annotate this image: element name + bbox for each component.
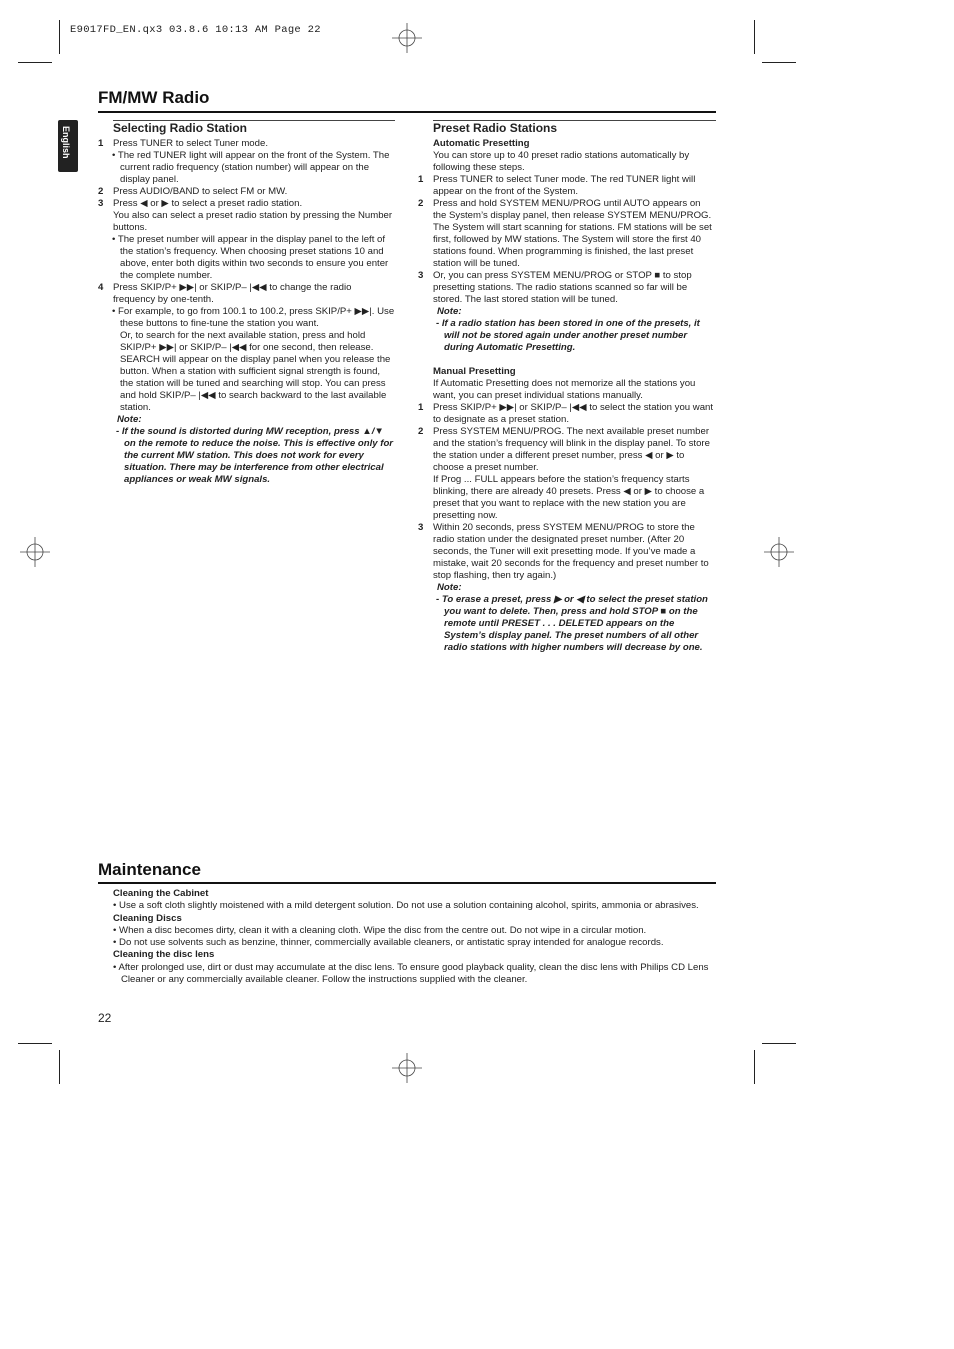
language-tab	[58, 120, 78, 172]
auto-intro: You can store up to 40 preset radio stations automatically by following these steps.	[433, 150, 690, 173]
crop-mark	[754, 1050, 755, 1084]
manual-intro: If Automatic Presetting does not memorize all the stations you want, you can preset individual stations manually.	[433, 378, 696, 401]
step-3-text: You also can select a preset radio station by pressing the Number buttons.	[113, 210, 393, 233]
section-rule	[98, 111, 716, 113]
cabinet-heading: Cleaning the Cabinet	[113, 888, 209, 899]
right-column	[418, 138, 716, 654]
left-column	[98, 138, 396, 486]
crop-mark	[18, 62, 52, 63]
step-4: 4 Press SKIP/P+ ▶▶| or SKIP/P– |◀◀ to change the radio frequency by one-tenth.	[98, 282, 352, 305]
language-tab-label: English	[61, 126, 71, 159]
step-3: 3 Press ◀ or ▶ to select a preset radio station.	[98, 198, 303, 209]
step-4-text: Or, to search for the next available station, press and hold SKIP/P+ ▶▶| or SKIP/P– |◀◀ for one second, then release. SEARCH will appear on the display panel when you release the button. When a station with sufficient signal strength is found, the station will be tuned and searching will stop. You can press and hold SKIP/P– |◀◀ to search backward to the last available station.	[120, 330, 391, 413]
crop-mark	[59, 20, 60, 54]
step-1: 1 Press TUNER to select Tuner mode.	[98, 138, 268, 149]
manual-heading: Manual Presetting	[433, 366, 516, 377]
crop-mark	[18, 1043, 52, 1044]
section-rule	[98, 882, 716, 884]
left-heading: Selecting Radio Station	[113, 121, 248, 135]
lens-heading: Cleaning the disc lens	[113, 949, 215, 961]
lens-item: • After prolonged use, dirt or dust may accumulate at the disc lens. To ensure good playback quality, clean the disc lens with Philips CD Lens Cleaner or any commercially available cleaner. Follow the instructions supplied with the cleaner.	[113, 961, 709, 986]
manual-step-1: 1 Press SKIP/P+ ▶▶| or SKIP/P– |◀◀ to select the station you want to designate as a preset station.	[418, 402, 714, 425]
crop-mark	[754, 20, 755, 54]
section-title-radio: FM/MW Radio	[98, 88, 210, 107]
registration-mark-icon	[20, 537, 50, 567]
auto-step-1: 1 Press TUNER to select Tuner mode. The red TUNER light will appear on the front of the System.	[418, 174, 696, 197]
note-label: Note:	[117, 414, 142, 425]
discs-item: • When a disc becomes dirty, clean it with a cleaning cloth. Wipe the disc from the centre out. Do not wipe in a circular motion.	[113, 924, 647, 936]
crop-mark	[59, 1050, 60, 1084]
manual-step-3: 3 Within 20 seconds, press SYSTEM MENU/PROG to store the radio station under the designated preset number. (After 20 seconds, the Tuner will exit presetting mode. If you’ve made a mistake, wait 20 seconds for the frequency and preset number to stop flashing, then try again.)	[418, 522, 709, 581]
registration-mark-icon	[392, 23, 422, 53]
note-text: - To erase a preset, press ▶ or ◀ to select the preset station you want to delete. Then, press and hold STOP ■ on the remote until PRESET . . . DELETED appears on the System’s display panel. The preset numbers of all other radio stations with higher numbers will decrease by one.	[436, 594, 708, 653]
discs-heading: Cleaning Discs	[113, 912, 182, 924]
page-number: 22	[98, 1011, 112, 1025]
file-slug: E9017FD_EN.qx3 03.8.6 10:13 AM Page 22	[70, 24, 321, 36]
note-label: Note:	[437, 582, 462, 593]
registration-mark-icon	[764, 537, 794, 567]
step-3-bullet: • The preset number will appear in the display panel to the left of the station’s frequency. When choosing preset stations 10 and above, enter both digits within two seconds to ensure you enter the complete number.	[112, 234, 389, 281]
step-1-bullet: • The red TUNER light will appear on the front of the System. The current radio frequency (station number) will appear on the display panel.	[112, 150, 390, 185]
right-heading: Preset Radio Stations	[433, 121, 558, 135]
maintenance-content	[113, 888, 713, 986]
crop-mark	[762, 1043, 796, 1044]
cabinet-item: • Use a soft cloth slightly moistened with a mild detergent solution. Do not use a solution containing alcohol, spirits, ammonia or abrasives.	[113, 900, 699, 912]
auto-step-2: 2 Press and hold SYSTEM MENU/PROG until AUTO appears on the System’s display panel, then release SYSTEM MENU/PROG. The System will start scanning for stations. FM stations will be set first, followed by MW stations. The System will store the first 40 stations found. When programming is finished, the last preset station will be tuned.	[418, 198, 712, 269]
discs-item: • Do not use solvents such as benzine, thinner, commercially available cleaners, or antistatic spray intended for analogue records.	[113, 937, 664, 949]
step-2: 2 Press AUDIO/BAND to select FM or MW.	[98, 186, 288, 197]
manual-step-2-text: If Prog ... FULL appears before the station’s frequency starts blinking, there are already 40 presets. Press ◀ or ▶ to choose a preset that you want to replace with the new station you are presetting now.	[433, 474, 705, 521]
step-4-bullet: • For example, to go from 100.1 to 100.2, press SKIP/P+ ▶▶|. Use these buttons to fine-tune the station you want.	[112, 306, 395, 329]
auto-heading: Automatic Presetting	[433, 138, 530, 149]
manual-step-2: 2 Press SYSTEM MENU/PROG. The next available preset number and the station’s frequency will blink in the display panel. To store the station under a different preset number, press ◀ or ▶ to choose a preset number.	[418, 426, 710, 473]
section-title-maintenance: Maintenance	[98, 860, 201, 879]
note-text: - If the sound is distorted during MW reception, press ▲/▼ on the remote to reduce the noise. This is effective only for the current MW station. This does not work for every situation. There may be interference from other electrical appliances or weak MW signals.	[116, 426, 394, 485]
registration-mark-icon	[392, 1053, 422, 1083]
note-text: - If a radio station has been stored in one of the presets, it will not be stored again under another preset number during Automatic Presetting.	[436, 318, 700, 353]
note-label: Note:	[437, 306, 462, 317]
crop-mark	[762, 62, 796, 63]
auto-step-3: 3 Or, you can press SYSTEM MENU/PROG or STOP ■ to stop presetting stations. The radio stations scanned so far will be stored. The last stored station will be tuned.	[418, 270, 692, 305]
